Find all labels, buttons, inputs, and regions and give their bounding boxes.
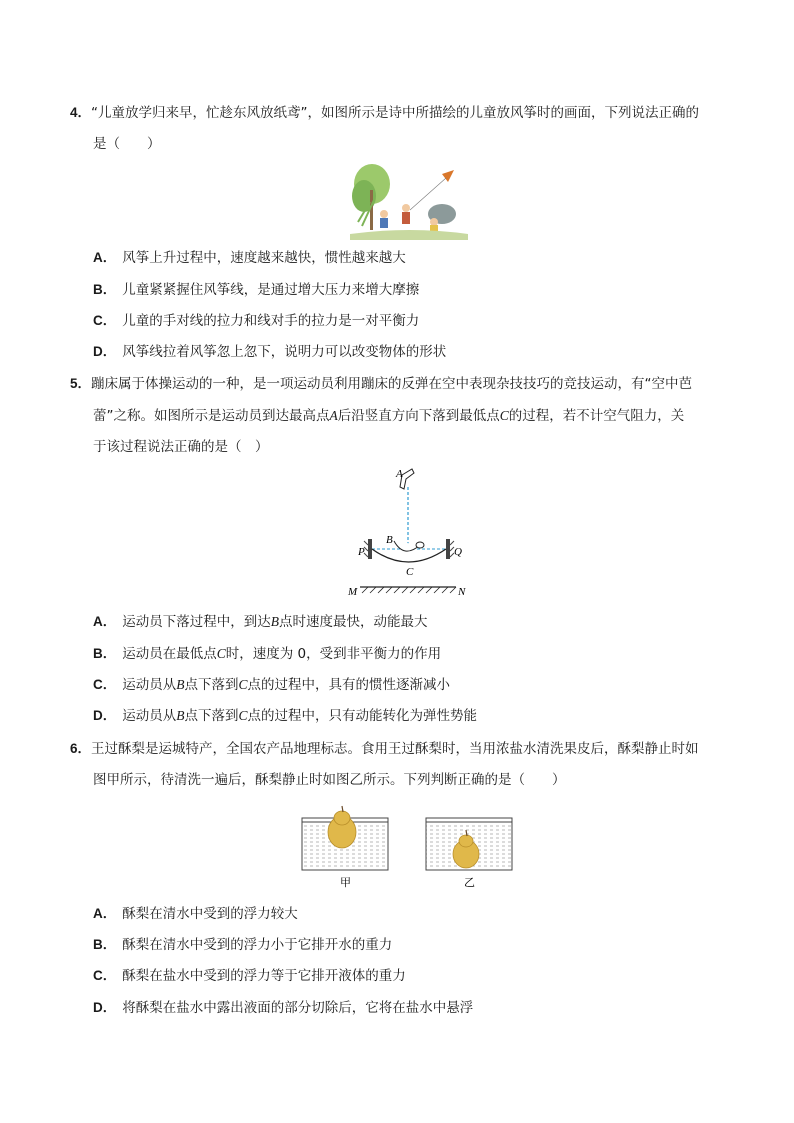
- pear-in-water-figure: [298, 800, 514, 892]
- question-number: 5．: [70, 376, 92, 391]
- point-label: C: [238, 677, 248, 692]
- label-q: Q: [454, 546, 462, 558]
- question-number: 4．: [70, 105, 92, 120]
- text-segment: 蕾”之称。如图所示是运动员到达最高点: [93, 408, 330, 424]
- option-d[interactable]: [93, 998, 473, 1018]
- point-label: B: [176, 677, 185, 692]
- label-c: C: [406, 566, 414, 578]
- label-n: N: [458, 586, 466, 598]
- point-label: B: [270, 614, 279, 629]
- question-text: 是（ ）: [93, 136, 161, 152]
- option-letter: B．: [93, 937, 117, 952]
- option-letter: B．: [93, 646, 117, 661]
- point-label: C: [238, 708, 248, 723]
- question-number: 6．: [70, 741, 92, 756]
- option-letter: C．: [93, 677, 117, 692]
- option-c[interactable]: [93, 675, 450, 695]
- question-4-stem: [70, 97, 730, 160]
- option-text: 运动员下落过程中，到达: [122, 614, 271, 630]
- question-text: 蹦床属于体操运动的一种，是一项运动员利用蹦床的反弹在空中表现杂技技巧的竞技运动，有“空中芭: [91, 376, 693, 392]
- option-a[interactable]: [93, 612, 428, 632]
- option-b[interactable]: [93, 280, 419, 300]
- option-text: 运动员在最低点: [122, 646, 217, 662]
- question-text-line-2: [70, 400, 730, 432]
- container-jia: [302, 806, 388, 889]
- option-text: 儿童紧紧握住风筝线，是通过增大压力来增大摩擦: [122, 282, 420, 298]
- option-text: 时，速度为 0，受到非平衡力的作用: [225, 646, 442, 662]
- point-label: B: [176, 708, 185, 723]
- option-text: 儿童的手对线的拉力和线对手的拉力是一对平衡力: [122, 313, 420, 329]
- question-text: 王过酥梨是运城特产，全国农产品地理标志。食用王过酥梨时，当用浓盐水清洗果皮后，酥梨静止时如: [91, 741, 699, 757]
- question-text: “儿童放学归来早，忙趁东风放纸鸢”，如图所示是诗中所描绘的儿童放风筝时的画面，下列说法正确的: [91, 105, 700, 121]
- option-text: 运动员从: [122, 708, 177, 724]
- label-yi: 乙: [464, 877, 475, 889]
- label-jia: 甲: [340, 877, 351, 889]
- container-yi: [426, 818, 512, 889]
- point-label: A: [329, 408, 338, 423]
- option-text: 酥梨在盐水中受到的浮力等于它排开液体的重力: [122, 968, 406, 984]
- option-letter: C．: [93, 313, 117, 328]
- text-segment: 后沿竖直方向下落到最低点: [337, 408, 500, 424]
- option-d[interactable]: [93, 342, 446, 362]
- option-b[interactable]: [93, 935, 392, 955]
- option-c[interactable]: [93, 311, 419, 331]
- option-text: 酥梨在清水中受到的浮力小于它排开水的重力: [122, 937, 393, 953]
- option-letter: D．: [93, 708, 117, 723]
- option-text: 风筝上升过程中，速度越来越快，惯性越来越大: [122, 250, 406, 266]
- question-text: 图甲所示，待清洗一遍后，酥梨静止时如图乙所示。下列判断正确的是（ ）: [93, 772, 566, 788]
- label-a: A: [396, 468, 403, 480]
- option-a[interactable]: [93, 248, 406, 268]
- trampoline-diagram: [346, 463, 472, 598]
- option-letter: A．: [93, 906, 117, 921]
- option-text: 将酥梨在盐水中露出液面的部分切除后，它将在盐水中悬浮: [122, 1000, 474, 1016]
- option-text: 点下落到: [184, 677, 239, 693]
- point-label: C: [499, 408, 509, 423]
- point-label: C: [216, 646, 226, 661]
- option-text: 点的过程中，具有的惯性逐渐减小: [247, 677, 451, 693]
- option-a[interactable]: [93, 904, 298, 924]
- question-text: 于该过程说法正确的是（ ）: [93, 439, 269, 455]
- text-segment: 的过程，若不计空气阻力，关: [508, 408, 685, 424]
- question-6-stem: [70, 733, 730, 796]
- label-p: P: [358, 546, 365, 558]
- option-text: 风筝线拉着风筝忽上忽下，说明力可以改变物体的形状: [122, 344, 447, 360]
- option-letter: D．: [93, 344, 117, 359]
- option-d[interactable]: [93, 706, 477, 726]
- option-text: 酥梨在清水中受到的浮力较大: [122, 906, 298, 922]
- option-letter: A．: [93, 614, 117, 629]
- question-5-stem: [70, 368, 730, 463]
- option-letter: A．: [93, 250, 117, 265]
- option-text: 点的过程中，只有动能转化为弹性势能: [247, 708, 478, 724]
- option-letter: D．: [93, 1000, 117, 1015]
- label-b: B: [386, 534, 393, 546]
- option-letter: C．: [93, 968, 117, 983]
- option-text: 点下落到: [184, 708, 239, 724]
- option-b[interactable]: [93, 644, 441, 664]
- option-text: 运动员从: [122, 677, 177, 693]
- label-m: M: [348, 586, 358, 598]
- option-letter: B．: [93, 282, 117, 297]
- option-c[interactable]: [93, 966, 406, 986]
- kite-flying-illustration: [350, 162, 468, 240]
- option-text: 点时速度最快，动能最大: [279, 614, 428, 630]
